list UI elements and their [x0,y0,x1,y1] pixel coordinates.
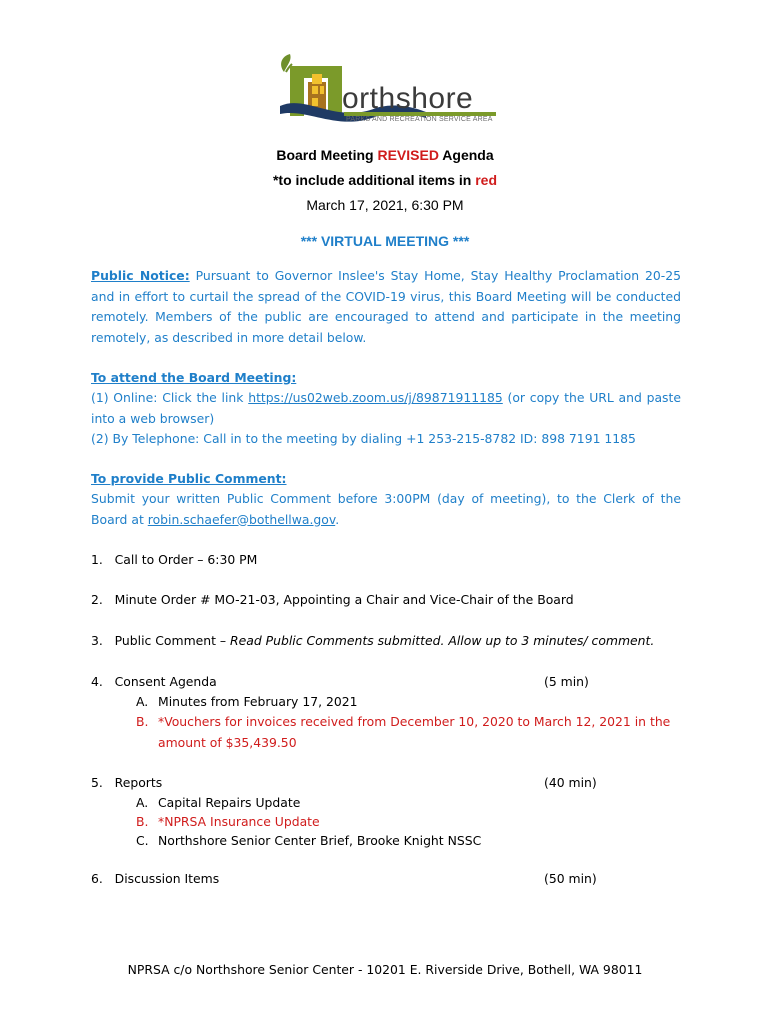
meeting-date: March 17, 2021, 6:30 PM [306,197,464,213]
agenda-item-4-time: (5 min) [544,674,589,689]
agenda-item-5: 5. Reports [91,775,163,790]
agenda-item-5c: Northshore Senior Center Brief, Brooke Knight NSSC [158,833,482,848]
agenda-item-5c-letter: C. [136,833,149,848]
footer-address: NPRSA c/o Northshore Senior Center - 10201 E. Riverside Drive, Bothell, WA 98011 [127,962,643,977]
public-notice: Public Notice: Pursuant to Governor Inslee's Stay Home, Stay Healthy Proclamation 20-25 and in effort to curtail the spread of the COVID-19 virus, this Board Meeting will be conducted remotely. Members of the public are encouraged to attend and participate in the meeting remotely, as described in more detail below. [91,268,681,345]
agenda-item-6-time: (50 min) [544,871,597,886]
agenda-item-1: 1. Call to Order – 6:30 PM [91,552,258,567]
logo-leaf-icon [281,54,290,72]
logo-wordmark: orthshore [342,82,474,115]
attend-online: (1) Online: Click the link https://us02web.zoom.us/j/89871911185 (or copy the URL and paste into a web browser) [91,390,681,426]
clerk-email-link[interactable]: robin.schaefer@bothellwa.gov [147,511,336,527]
agenda-item-5b-letter: B. [136,814,149,829]
comment-text: Submit your written Public Comment before 3:00PM (day of meeting), to the Clerk of the Board at robin.schaefer@bothellwa.gov. [91,491,681,527]
agenda-item-4b-letter: B. [136,714,149,729]
agenda-item-3: 3. Public Comment – Read Public Comments submitted. Allow up to 3 minutes/ comment. [91,633,655,648]
agenda-item-5-time: (40 min) [544,775,597,790]
agenda-item-4a: Minutes from February 17, 2021 [158,694,358,709]
agenda-item-5a: Capital Repairs Update [158,795,301,810]
revised-word: REVISED [377,147,439,163]
agenda-item-4a-letter: A. [136,694,149,709]
comment-heading: To provide Public Comment: [91,471,287,486]
attend-heading: To attend the Board Meeting: [91,370,297,385]
agenda-item-5b: *NPRSA Insurance Update [158,814,320,829]
agenda-subtitle: *to include additional items in red [272,172,498,188]
agenda-item-2: 2. Minute Order # MO-21-03, Appointing a Chair and Vice-Chair of the Board [91,592,574,607]
logo-subline: PARKS AND RECREATION SERVICE AREA [346,116,493,123]
agenda-item-5a-letter: A. [136,795,149,810]
attend-phone: (2) By Telephone: Call in to the meeting by dialing +1 253-215-8782 ID: 898 7191 1185 [91,431,636,446]
agenda-item-4: 4. Consent Agenda [91,674,217,689]
agenda-item-6: 6. Discussion Items [91,871,220,886]
agenda-title: Board Meeting REVISED Agenda [276,147,494,163]
agenda-item-4b: *Vouchers for invoices received from December 10, 2020 to March 12, 2021 in the amount of $35,439.50 [158,714,671,750]
public-notice-label: Public Notice: [91,268,190,283]
zoom-link[interactable]: https://us02web.zoom.us/j/89871911185 [248,390,503,405]
virtual-meeting-banner: *** VIRTUAL MEETING *** [300,233,470,249]
